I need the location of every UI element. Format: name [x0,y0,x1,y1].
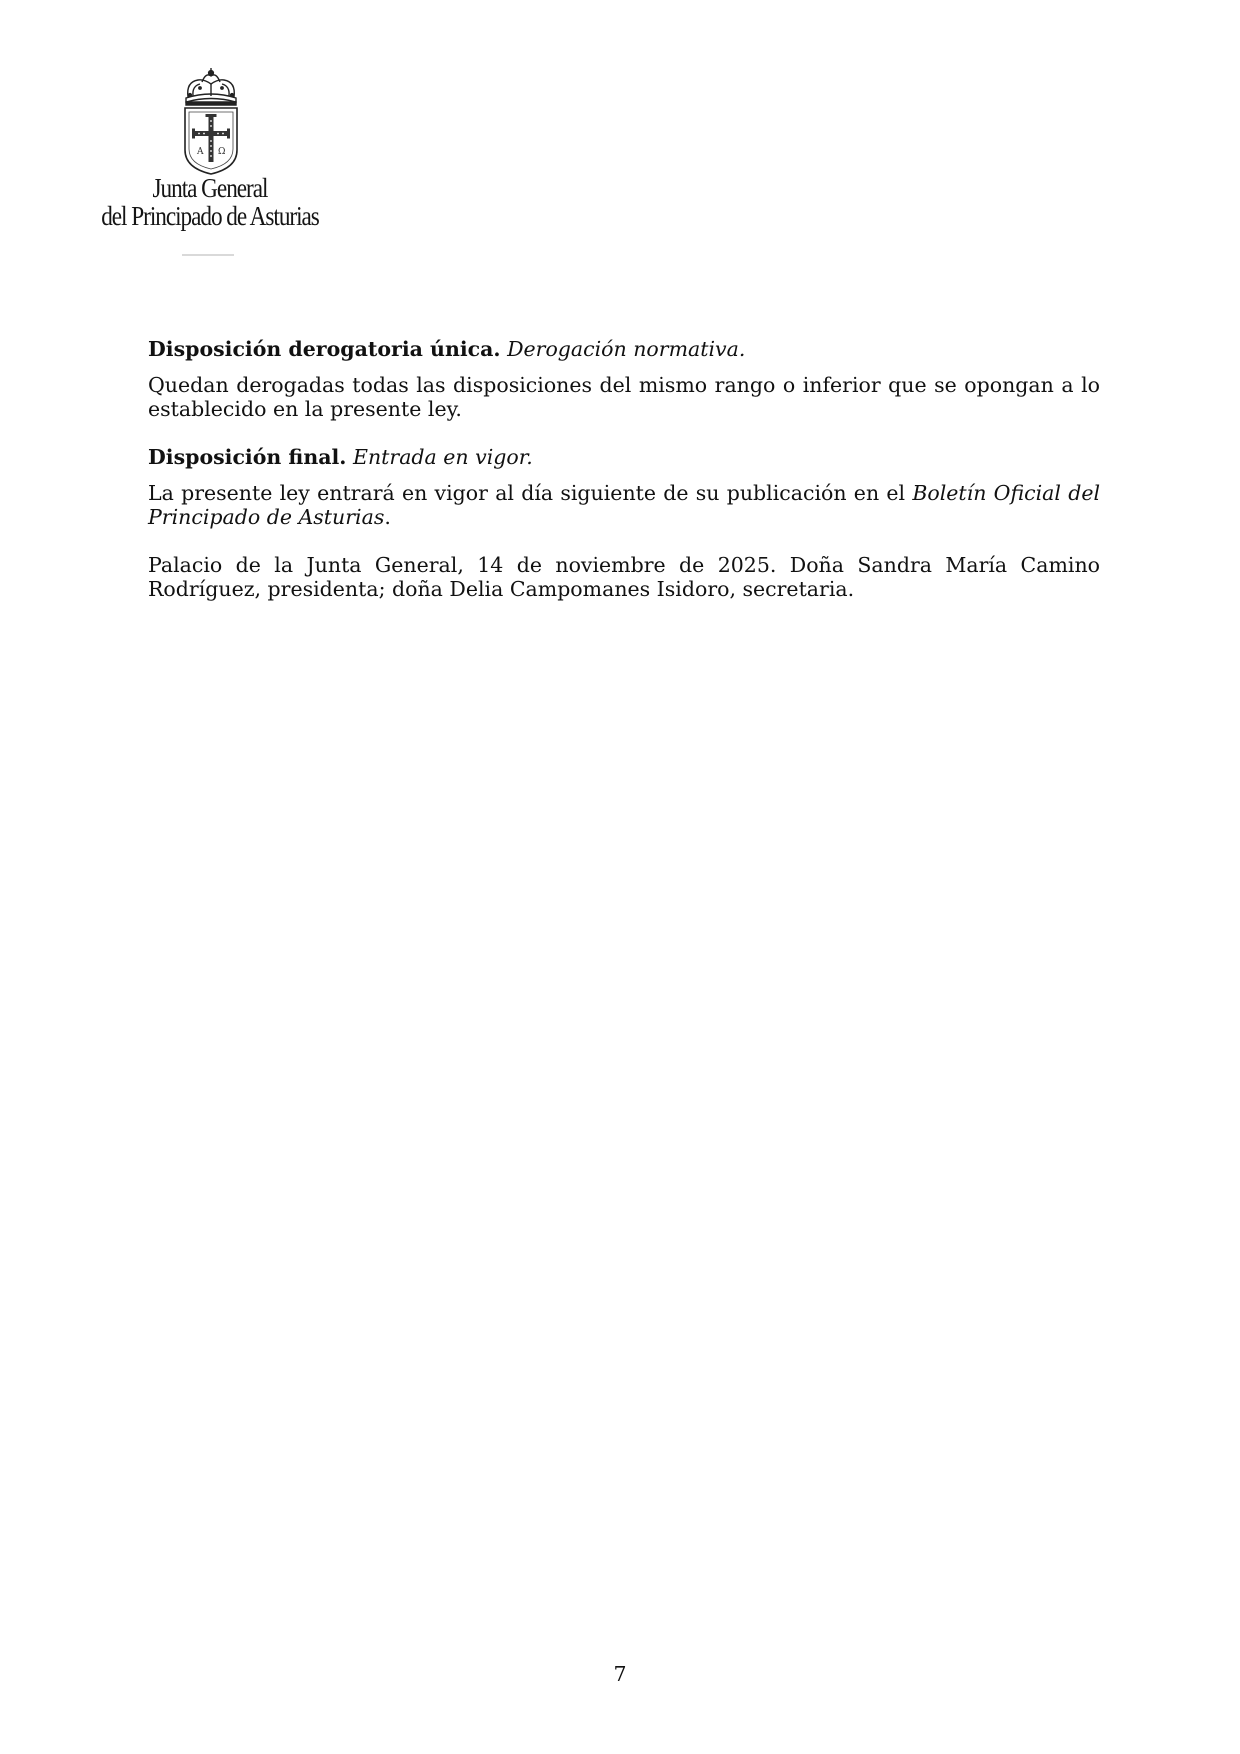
section-heading-derogatoria [148,337,1100,361]
document-body [148,337,1100,601]
institution-name-line1: Junta General [152,173,268,203]
section-heading-final [148,445,1100,469]
svg-text:A: A [197,147,204,157]
header-divider [182,254,234,256]
paragraph-final [148,481,1100,529]
paragraph-text-end: . [384,505,391,529]
section-heading-title: Disposición derogatoria única. [148,337,501,361]
institution-name [98,174,322,230]
paragraph-text: La presente ley entrará en vigor al día siguiente de su publicación en el [148,481,913,505]
section-heading-title: Disposición final. [148,445,347,469]
coat-of-arms-icon [180,68,242,176]
paragraph-derogatoria: Quedan derogadas todas las disposiciones del mismo rango o inferior que se opongan a lo establecido en la presente ley. [148,373,1100,421]
publication-name: Boletín Oficial del Principado de Asturias [148,481,1101,529]
institution-name-line2: del Principado de Asturias [101,201,319,231]
document-header [80,62,340,262]
signature-paragraph: Palacio de la Junta General, 14 de noviembre de 2025. Doña Sandra María Camino Rodríguez, presidenta; doña Delia Campomanes Isidoro, secretaria. [148,553,1100,601]
svg-text:Ω: Ω [218,147,226,157]
section-heading-subtitle: Entrada en vigor. [352,445,533,469]
section-heading-subtitle: Derogación normativa. [507,337,746,361]
page-number: 7 [613,1662,627,1686]
